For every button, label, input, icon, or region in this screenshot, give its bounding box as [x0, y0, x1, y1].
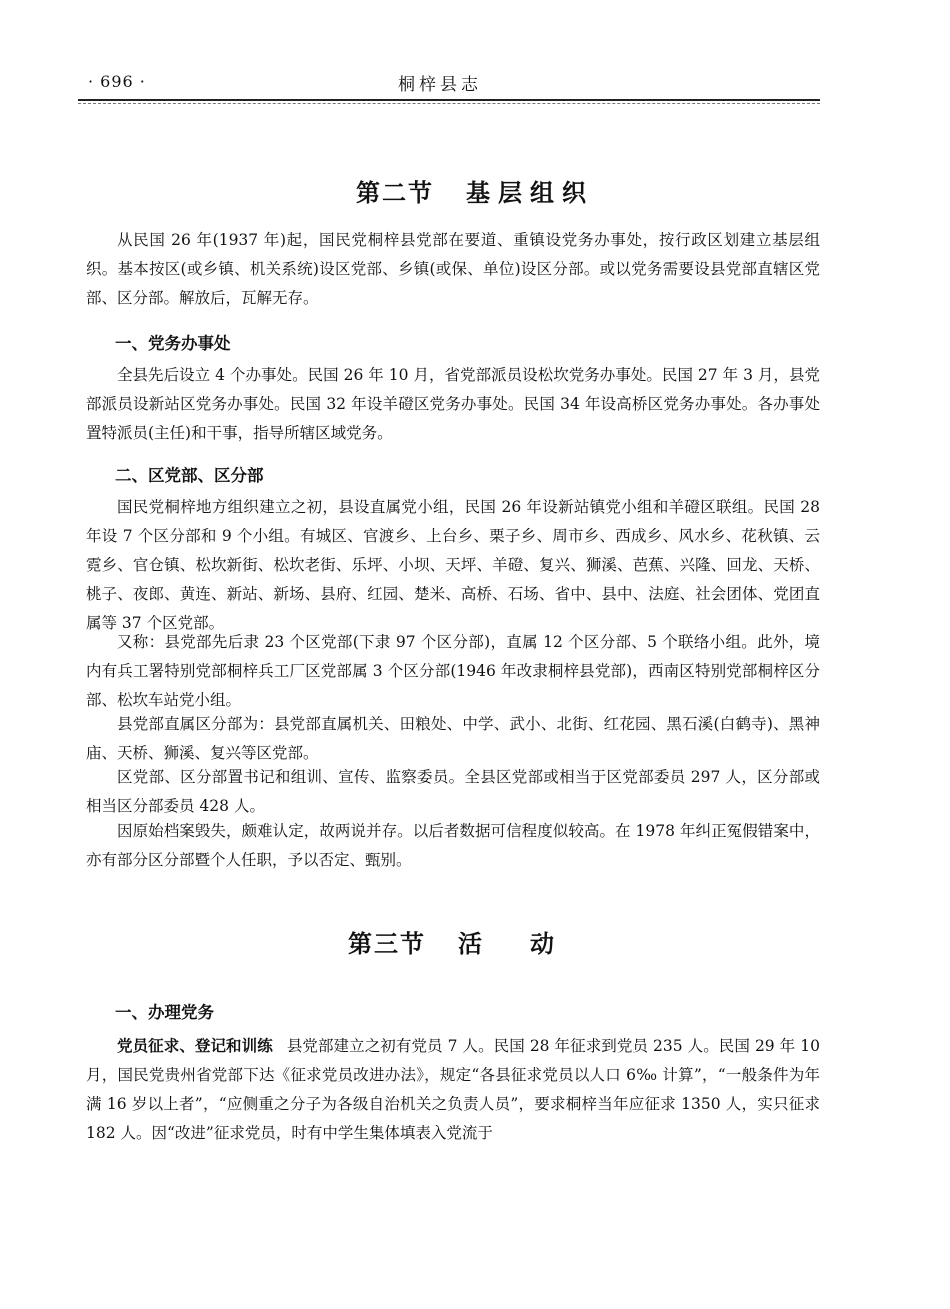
section-3-number: 第三节: [348, 930, 426, 958]
page-header: [78, 70, 818, 96]
section-2-number: 第二节: [356, 179, 434, 207]
district-paragraph-1: 国民党桐梓地方组织建立之初，县设直属党小组，民国 26 年设新站镇党小组和羊磴区联组。民国 28 年设 7 个区分部和 9 个小组。有城区、官渡乡、上台乡、栗子乡、周市乡、西成乡、风水乡、花秋镇、云霓乡、官仓镇、松坎新街、松坎老街、乐坪、小坝、天坪、羊磴、复兴、狮溪、芭蕉、兴隆、回龙、天桥、桃子、夜郎、黄连、新站、新场、县府、红园、楚米、高桥、石场、省中、县中、法庭、社会团体、党团直属等 37 个区党部。: [86, 498, 820, 632]
header-rule-secondary: [78, 103, 820, 104]
subsection-office-paragraph: 全县先后设立 4 个办事处。民国 26 年 10 月，省党部派员设松坎党务办事处。民国 27 年 3 月，县党部派员设新站区党务办事处。民国 32 年设羊磴区党务办事处。民国 34 年设高桥区党务办事处。各办事处置特派员(主任)和干事，指导所辖区域党务。: [86, 366, 820, 442]
subsection-district-heading: 二、区党部、区分部: [115, 466, 264, 485]
section-2-title: [0, 173, 950, 208]
section-3-title: [0, 924, 950, 959]
district-paragraph-2: 又称：县党部先后隶 23 个区党部(下隶 97 个区分部)，直属 12 个区分部、5 个联络小组。此外，境内有兵工署特别党部桐梓兵工厂区党部属 3 个区分部(1946 年改隶桐梓县党部)，西南区特别党部桐梓区分部、松坎车站党小组。: [86, 633, 820, 709]
book-title: 桐梓县志: [398, 75, 482, 95]
subsection-office-heading: 一、党务办事处: [115, 334, 231, 353]
section-2-intro-paragraph: 从民国 26 年(1937 年)起，国民党桐梓县党部在要道、重镇设党务办事处，按行政区划建立基层组织。基本按区(或乡镇、机关系统)设区党部、乡镇(或保、单位)设区分部。或以党务需要设县党部直辖区党部、区分部。解放后，瓦解无存。: [86, 231, 820, 307]
page-number: · 696 ·: [88, 72, 146, 91]
affairs-text: 县党部建立之初有党员 7 人。民国 28 年征求到党员 235 人。民国 29 年 10 月，国民党贵州省党部下达《征求党员改进办法》，规定“各县征求党员以人口 6‰ 计算”，“一般条件为年满 16 岁以上者”，“应侧重之分子为各级自治机关之负责人员”，要求桐梓当年应征求 1350 人，实只征求 182 人。因“改进”征求党员，时有中学生集体填表入党流于: [86, 1037, 820, 1142]
district-paragraph-3: 县党部直属区分部为：县党部直属机关、田粮处、中学、武小、北街、红花园、黑石溪(白鹤寺)、黑神庙、天桥、狮溪、复兴等区党部。: [86, 715, 820, 762]
subsection-affairs-heading: 一、办理党务: [115, 1003, 214, 1022]
header-rule: [78, 99, 820, 101]
affairs-run-in-heading: 党员征求、登记和训练: [117, 1037, 273, 1055]
district-paragraph-5: 因原始档案毁失，颇难认定，故两说并存。以后者数据可信程度似较高。在 1978 年纠正冤假错案中，亦有部分区分部暨个人任职，予以否定、甄别。: [86, 822, 820, 869]
section-3-name: 活动: [458, 930, 602, 958]
district-paragraph-4: 区党部、区分部置书记和组训、宣传、监察委员。全县区党部或相当于区党部委员 297 人，区分部或相当区分部委员 428 人。: [86, 768, 820, 815]
affairs-paragraph: [86, 1032, 820, 1148]
section-2-name: 基层组织: [466, 179, 594, 207]
